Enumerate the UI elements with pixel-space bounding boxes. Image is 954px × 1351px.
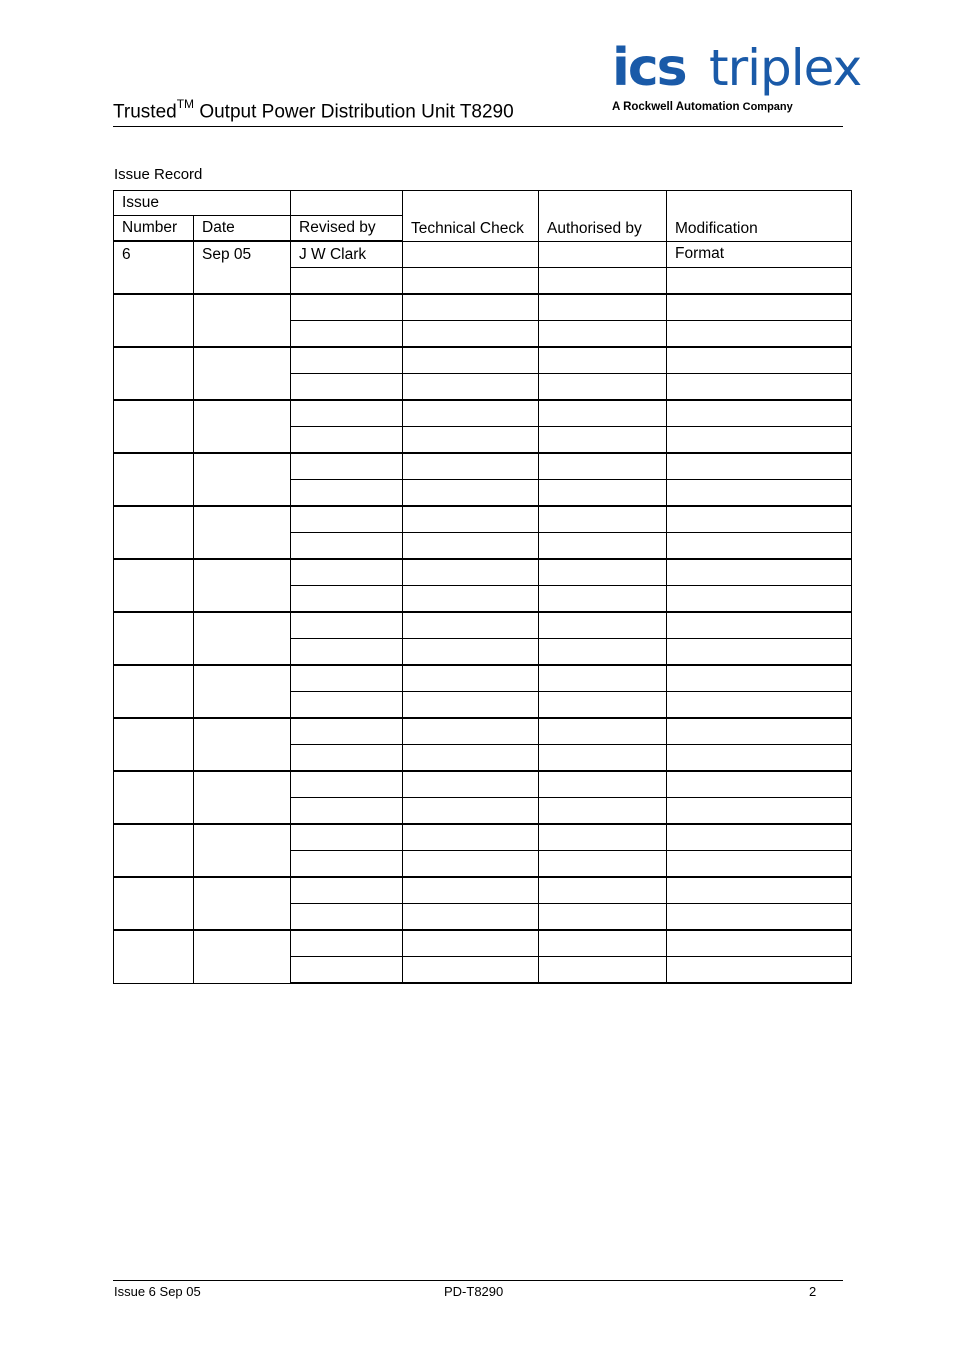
revised-by-cell <box>291 321 403 348</box>
technical-check-cell <box>403 665 539 692</box>
technical-check-cell <box>403 877 539 904</box>
issue-number-cell <box>114 506 194 559</box>
issue-date-cell: Sep 05 <box>194 241 291 294</box>
technical-check-cell <box>403 771 539 798</box>
technical-check-cell <box>403 904 539 931</box>
authorised-by-cell <box>539 480 667 507</box>
technical-check-cell <box>403 718 539 745</box>
table-row <box>114 506 852 533</box>
issue-number-cell <box>114 930 194 983</box>
authorised-by-cell <box>539 930 667 957</box>
issue-date-cell <box>194 400 291 453</box>
technical-check-cell <box>403 400 539 427</box>
authorised-by-cell <box>539 665 667 692</box>
modification-cell <box>667 453 852 480</box>
revised-by-cell <box>291 612 403 639</box>
authorised-by-cell <box>539 639 667 666</box>
authorised-by-cell <box>539 427 667 454</box>
revised-by-cell <box>291 824 403 851</box>
modification-cell <box>667 957 852 984</box>
authorised-by-cell <box>539 506 667 533</box>
authorised-by-cell <box>539 851 667 878</box>
authorised-by-cell <box>539 586 667 613</box>
issue-number-cell <box>114 771 194 824</box>
table-row <box>114 877 852 904</box>
revised-by-cell <box>291 718 403 745</box>
authorised-by-cell <box>539 904 667 931</box>
modification-cell <box>667 480 852 507</box>
footer-page-number: 2 <box>809 1284 817 1299</box>
technical-check-cell <box>403 798 539 825</box>
modification-cell <box>667 374 852 401</box>
revised-by-cell <box>291 294 403 321</box>
technical-check-cell <box>403 745 539 772</box>
issue-number-cell <box>114 718 194 771</box>
authorised-by-cell <box>539 798 667 825</box>
technical-check-cell <box>403 586 539 613</box>
revised-by-cell <box>291 957 403 984</box>
authorised-by-cell <box>539 241 667 268</box>
modification-cell <box>667 294 852 321</box>
modification-cell <box>667 639 852 666</box>
technical-check-cell <box>403 612 539 639</box>
technical-check-cell <box>403 374 539 401</box>
modification-cell <box>667 824 852 851</box>
technical-check-cell <box>403 268 539 295</box>
modification-cell <box>667 400 852 427</box>
authorised-by-cell <box>539 294 667 321</box>
col-header-technical-check: Technical Check <box>403 191 539 242</box>
technical-check-cell <box>403 427 539 454</box>
col-header-modification: Modification <box>667 191 852 242</box>
revised-by-cell <box>291 586 403 613</box>
issue-date-cell <box>194 559 291 612</box>
footer-rule <box>113 1280 843 1281</box>
technical-check-cell <box>403 559 539 586</box>
section-label: Issue Record <box>114 166 203 183</box>
table-row <box>114 824 852 851</box>
logo-sub-company: Company <box>739 101 793 113</box>
col-header-date: Date <box>194 216 291 242</box>
modification-cell <box>667 930 852 957</box>
technical-check-cell <box>403 930 539 957</box>
issue-number-cell <box>114 559 194 612</box>
issue-date-cell <box>194 718 291 771</box>
company-logo <box>610 38 862 120</box>
modification-cell <box>667 718 852 745</box>
modification-cell <box>667 347 852 374</box>
modification-cell <box>667 904 852 931</box>
revised-by-cell <box>291 533 403 560</box>
issue-date-cell <box>194 930 291 983</box>
title-prefix: Trusted <box>113 101 177 123</box>
table-row <box>114 453 852 480</box>
revised-by-cell <box>291 771 403 798</box>
authorised-by-cell <box>539 771 667 798</box>
revised-by-cell <box>291 930 403 957</box>
authorised-by-cell <box>539 321 667 348</box>
table-row <box>114 930 852 957</box>
modification-cell <box>667 321 852 348</box>
modification-cell <box>667 586 852 613</box>
revised-by-cell <box>291 877 403 904</box>
logo-triplex-text: triplex <box>709 39 862 97</box>
revised-by-cell <box>291 904 403 931</box>
col-header-authorised-by: Authorised by <box>539 191 667 242</box>
modification-cell <box>667 559 852 586</box>
authorised-by-cell <box>539 347 667 374</box>
issue-number-cell <box>114 453 194 506</box>
document-title <box>113 99 514 123</box>
authorised-by-cell <box>539 374 667 401</box>
issue-number-cell <box>114 665 194 718</box>
technical-check-cell <box>403 453 539 480</box>
empty-header-cell <box>291 191 403 216</box>
technical-check-cell <box>403 480 539 507</box>
technical-check-cell <box>403 347 539 374</box>
modification-cell <box>667 877 852 904</box>
modification-cell <box>667 771 852 798</box>
revised-by-cell <box>291 798 403 825</box>
trademark-sup: TM <box>176 97 195 111</box>
modification-cell <box>667 692 852 719</box>
issue-date-cell <box>194 877 291 930</box>
header-rule <box>113 126 843 127</box>
revised-by-cell <box>291 745 403 772</box>
footer-doc-id: PD-T8290 <box>444 1284 504 1299</box>
authorised-by-cell <box>539 718 667 745</box>
modification-cell <box>667 533 852 560</box>
modification-cell <box>667 268 852 295</box>
revised-by-cell <box>291 851 403 878</box>
issue-date-cell <box>194 612 291 665</box>
modification-cell <box>667 427 852 454</box>
revised-by-cell <box>291 453 403 480</box>
authorised-by-cell <box>539 612 667 639</box>
authorised-by-cell <box>539 957 667 984</box>
revised-by-cell: J W Clark <box>291 241 403 268</box>
technical-check-cell <box>403 506 539 533</box>
technical-check-cell <box>403 639 539 666</box>
table-row <box>114 718 852 745</box>
table-row <box>114 347 852 374</box>
issue-number-cell <box>114 612 194 665</box>
issue-number-cell <box>114 347 194 400</box>
issue-number-cell <box>114 824 194 877</box>
table-row <box>114 559 852 586</box>
authorised-by-cell <box>539 824 667 851</box>
issue-date-cell <box>194 771 291 824</box>
issue-record-table <box>113 190 852 984</box>
logo-sub-brand: A Rockwell Automation <box>612 101 740 113</box>
table-row <box>114 665 852 692</box>
issue-date-cell <box>194 824 291 877</box>
table-row <box>114 612 852 639</box>
technical-check-cell <box>403 321 539 348</box>
modification-cell <box>667 798 852 825</box>
authorised-by-cell <box>539 559 667 586</box>
revised-by-cell <box>291 374 403 401</box>
logo-subtitle <box>612 101 793 113</box>
modification-cell <box>667 745 852 772</box>
technical-check-cell <box>403 241 539 268</box>
issue-number-cell <box>114 400 194 453</box>
authorised-by-cell <box>539 692 667 719</box>
authorised-by-cell <box>539 533 667 560</box>
footer-issue: Issue 6 Sep 05 <box>114 1284 201 1299</box>
issue-number-cell <box>114 294 194 347</box>
technical-check-cell <box>403 824 539 851</box>
modification-cell: Format <box>667 241 852 268</box>
issue-date-cell <box>194 453 291 506</box>
table-row <box>114 771 852 798</box>
authorised-by-cell <box>539 400 667 427</box>
authorised-by-cell <box>539 877 667 904</box>
col-header-revised-by: Revised by <box>291 216 403 242</box>
issue-date-cell <box>194 506 291 559</box>
revised-by-cell <box>291 639 403 666</box>
revised-by-cell <box>291 665 403 692</box>
technical-check-cell <box>403 294 539 321</box>
authorised-by-cell <box>539 745 667 772</box>
issue-group-header: Issue <box>114 191 291 216</box>
issue-date-cell <box>194 347 291 400</box>
modification-cell <box>667 506 852 533</box>
revised-by-cell <box>291 268 403 295</box>
technical-check-cell <box>403 533 539 560</box>
revised-by-cell <box>291 559 403 586</box>
revised-by-cell <box>291 400 403 427</box>
logo-ics-text: ics <box>612 38 686 98</box>
issue-number-cell <box>114 877 194 930</box>
modification-cell <box>667 665 852 692</box>
table-row <box>114 400 852 427</box>
revised-by-cell <box>291 692 403 719</box>
title-rest: Output Power Distribution Unit T8290 <box>194 101 514 123</box>
table-row <box>114 294 852 321</box>
header-row-1 <box>114 191 852 216</box>
authorised-by-cell <box>539 453 667 480</box>
revised-by-cell <box>291 347 403 374</box>
revised-by-cell <box>291 427 403 454</box>
issue-number-cell: 6 <box>114 241 194 294</box>
revised-by-cell <box>291 506 403 533</box>
issue-date-cell <box>194 665 291 718</box>
technical-check-cell <box>403 851 539 878</box>
table-row <box>114 241 852 268</box>
technical-check-cell <box>403 692 539 719</box>
modification-cell <box>667 851 852 878</box>
issue-date-cell <box>194 294 291 347</box>
modification-cell <box>667 612 852 639</box>
technical-check-cell <box>403 957 539 984</box>
revised-by-cell <box>291 480 403 507</box>
authorised-by-cell <box>539 268 667 295</box>
col-header-number: Number <box>114 216 194 242</box>
